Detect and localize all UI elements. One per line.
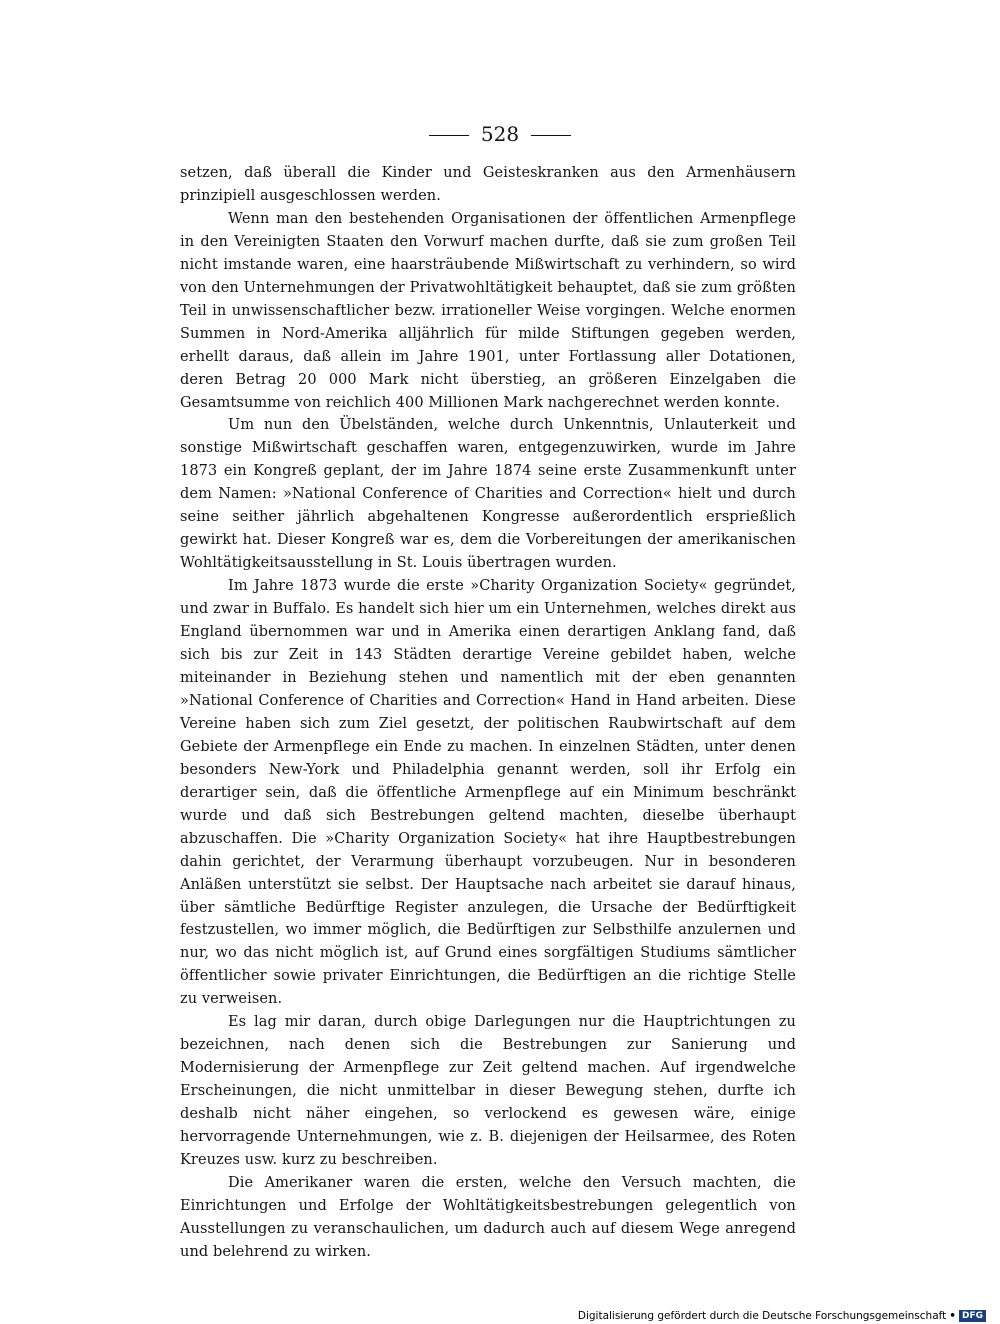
paragraph: Wenn man den bestehenden Organisationen der öffentlichen Armenpflege in den Vereinigten Staaten den Vorwurf machen durfte, daß sie zum großen Teil nicht imstande waren, eine haarsträubende Mißwirtschaft zu verhindern, so wird von den Unternehmungen der Privatwohltätigkeit behauptet, daß sie zum größten Teil in unwissenschaftlicher bezw. irrationeller Weise vorgingen. Welche enormen Summen in Nord-Amerika alljährlich für milde Stiftungen gegeben werden, erhellt daraus, daß allein im Jahre 1901, unter Fortlassung aller Dotationen, deren Betrag 20 000 Mark nicht überstieg, an größeren Einzelgaben die Gesamtsumme von reichlich 400 Millionen Mark nachgerechnet werden konnte. bbox=[180, 210, 796, 411]
paragraph: Es lag mir daran, durch obige Darlegungen nur die Hauptrichtungen zu bezeichnen, nach denen sich die Bestrebungen zur Sanierung und Modernisierung der Armenpflege zur Zeit geltend machen. Auf irgendwelche Erscheinungen, die nicht unmittelbar in dieser Bewegung stehen, durfte ich deshalb nicht näher eingehen, so verlockend es gewesen wäre, einige hervorragende Unternehmungen, wie z. B. diejenigen der Heilsarmee, des Roten Kreuzes usw. kurz zu beschreiben. bbox=[180, 1014, 796, 1168]
page-number-dash-left bbox=[429, 135, 469, 136]
paragraph: Die Amerikaner waren die ersten, welche den Versuch machten, die Einrichtungen und Erfolge der Wohltätigkeitsbestrebungen gelegentlich von Ausstellungen zu veranschaulichen, um dadurch auch auf diesem Wege anregend und belehrend zu wirken. bbox=[180, 1174, 796, 1260]
page-number bbox=[0, 122, 1000, 146]
paragraph-continuation: setzen, daß überall die Kinder und Geisteskranken aus den Armenhäusern prinzipiell ausgeschlossen werden. bbox=[180, 165, 796, 204]
page-number-text: 528 bbox=[480, 122, 520, 146]
paragraph: Im Jahre 1873 wurde die erste »Charity Organization Society« gegründet, und zwar in Buffalo. Es handelt sich hier um ein Unternehmen, welches direkt aus England übernommen war und in Amerika einen derartigen Anklang fand, daß sich bis zur Zeit in 143 Städten derartige Vereine gebildet haben, welche miteinander in Beziehung stehen und namentlich mit der eben genannten »National Conference of Charities and Correction« Hand in Hand arbeiten. Diese Vereine haben sich zum Ziel gesetzt, der politischen Raubwirtschaft auf dem Gebiete der Armenpflege ein Ende zu machen. In einzelnen Städten, unter denen besonders New-York und Philadelphia genannt werden, soll ihr Erfolg ein derartiger sein, daß die öffentliche Armenpflege auf ein Minimum beschränkt wurde und daß sich Bestrebungen geltend machten, dieselbe überhaupt abzuschaffen. Die »Charity Organization Society« hat ihre Hauptbestrebungen dahin gerichtet, der Verarmung überhaupt vorzubeugen. Nur in besonderen Anläßen unterstützt sie selbst. Der Hauptsache nach arbeitet sie darauf hinaus, über sämtliche Bedürftige Register anzulegen, die Ursache der Bedürftigkeit festzustellen, wo immer möglich, die Bedürftigen zur Selbsthilfe anzulernen und nur, wo das nicht möglich ist, auf Grund eines sorgfältigen Studiums sämtlicher öffentlicher sowie privater Einrichtungen, die Bedürftigen an die richtige Stelle zu verweisen. bbox=[180, 578, 796, 1008]
page-number-dash-right bbox=[531, 135, 571, 136]
footer-text: Digitalisierung gefördert durch die Deutsche Forschungsgemeinschaft bbox=[577, 1310, 947, 1322]
footer-separator: • bbox=[949, 1310, 956, 1322]
body-text bbox=[180, 162, 796, 1264]
paragraph: Um nun den Übelständen, welche durch Unkenntnis, Unlauterkeit und sonstige Mißwirtschaft geschaffen waren, entgegenzuwirken, wurde im Jahre 1873 ein Kongreß geplant, der im Jahre 1874 seine erste Zusammenkunft unter dem Namen: »National Conference of Charities and Correction« hielt und durch seine seither jährlich abgehaltenen Kongresse außerordentlich ersprießlich gewirkt hat. Dieser Kongreß war es, dem die Vorbereitungen der amerikanischen Wohltätigkeitsausstellung in St. Louis übertragen wurden. bbox=[180, 417, 796, 572]
digitization-footer bbox=[578, 1309, 986, 1323]
dfg-logo: DFG bbox=[959, 1310, 986, 1322]
